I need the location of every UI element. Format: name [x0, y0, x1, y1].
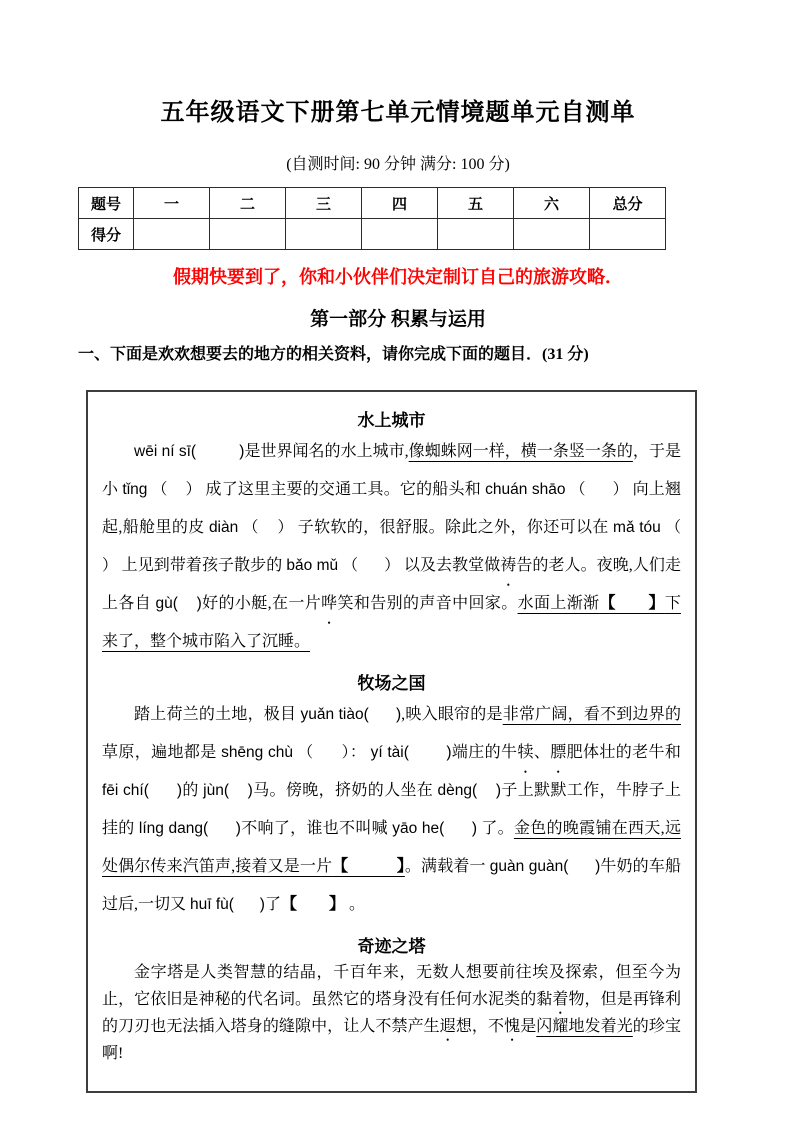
passage-box	[86, 390, 716, 1093]
passage-text: 以及去教堂做	[399, 557, 501, 574]
passage-text: 物，但是再锋利的刀刃也无法插入塔身的缝隙中，让人不禁产生	[102, 991, 681, 1035]
pinyin-fill-in-blank: guàn guàn( )	[489, 858, 601, 875]
score-table-empty-cell	[134, 219, 210, 250]
passage-text: 了。	[477, 820, 514, 837]
score-table-empty-cell	[514, 219, 590, 250]
passage-text: 子软软的，很舒服。除此之外，你还可以在	[293, 519, 614, 536]
passage-text: 膘	[550, 744, 567, 761]
pinyin-fill-in-blank: chuán shāo （ ）	[485, 481, 629, 498]
passage-text: 着	[552, 991, 569, 1008]
passage-text: 马。傍晚，挤奶的人坐在	[252, 782, 438, 799]
passage-text: 草原，遍地都是	[102, 744, 222, 761]
passage-text: 端庄的牛	[451, 744, 518, 761]
passage-text: 是世界闻名的水上城市,	[244, 443, 409, 460]
passage-text: 笑和告别的声音中回家。	[337, 595, 518, 612]
passage-title: 牧场之国	[357, 674, 426, 693]
passage-text: 肥体壮的老牛和	[566, 744, 685, 761]
scenario-intro-text: 假期快要到了，你和小伙伴们决定制订自己的旅游攻略．	[173, 267, 623, 287]
score-table-label-cell: 得分	[79, 219, 134, 250]
score-table-label-cell: 三	[286, 188, 362, 219]
score-table-empty-cell	[286, 219, 362, 250]
pinyin-fill-in-blank: fēi chí( )	[102, 782, 183, 799]
passage-text: 向上翘起,船舱里的皮	[102, 481, 681, 536]
pinyin-fill-in-blank: gù( )	[155, 595, 202, 612]
passage-title: 水上城市	[357, 411, 426, 430]
passage-text: 像蜘蛛网一样，横一条竖一条的	[408, 443, 633, 460]
passage-text: 犊	[517, 744, 534, 761]
score-table-label-cell: 总分	[590, 188, 666, 219]
passage-text: 了	[264, 896, 281, 913]
passage-text: 告的老人。夜晚,人们走上各自	[102, 557, 681, 612]
passage-text: 金字塔是人类智慧的结晶，千百年来，无数人想要前往埃及探索，但至今为止，它依旧是神秘的代名词。虽然它的塔身没有任何水泥类的黏	[102, 964, 681, 1008]
pinyin-fill-in-blank: bǎo mǔ （ ）	[286, 557, 400, 574]
score-table-label-cell: 二	[210, 188, 286, 219]
pinyin-fill-in-blank: dèng( )	[437, 782, 502, 799]
bracket-blank: 【 】	[599, 595, 665, 612]
passage-text: ，于是小	[102, 443, 681, 498]
pinyin-fill-in-blank: diàn （ ）	[208, 519, 294, 536]
passage-text: 闪耀地发着光	[536, 1018, 633, 1035]
passage-text: 金色的晚霞铺在西天,远处偶尔传来汽笛声,接着又是一片	[102, 820, 681, 875]
pinyin-fill-in-blank: shēng chù （ ）	[221, 744, 350, 761]
score-table-label-cell: 题号	[79, 188, 134, 219]
passage-text: 成了这里主要的交通工具。它的船头和	[201, 481, 486, 498]
passage-text: 祷	[500, 557, 517, 574]
passage-text: 愧	[504, 1018, 521, 1035]
passage-text: ,映入眼帘的是	[401, 706, 503, 723]
test-time-and-score-note: (自测时间: 90 分钟 满分: 100 分)	[286, 156, 510, 173]
passage-text: 是	[520, 1018, 537, 1035]
passage-text: 想，不	[455, 1018, 505, 1035]
score-table	[78, 187, 666, 250]
passage-text: 下来了，整个城市陷入了沉睡。	[102, 595, 681, 650]
score-table-label-cell: 六	[514, 188, 590, 219]
passage-text: 上见到带着孩子散步的	[117, 557, 287, 574]
pinyin-fill-in-blank: líng dang( )	[138, 820, 241, 837]
pinyin-fill-in-blank: mǎ tóu （ ）	[102, 519, 716, 574]
question-one-stem: 一、下面是欢欢想要去的地方的相关资料，请你完成下面的题目．(31 分)	[78, 346, 589, 363]
score-table-empty-cell	[438, 219, 514, 250]
bracket-blank: 【 】	[280, 896, 345, 913]
pinyin-fill-in-blank: tǐng （ ）	[122, 481, 202, 498]
passage-text: 水面上渐渐	[517, 595, 600, 612]
score-table-score-row	[79, 219, 666, 250]
passage-text: 遐	[439, 1018, 456, 1035]
passage-text: 哗	[321, 595, 338, 612]
score-table-label-cell: 一	[134, 188, 210, 219]
score-table-header-row	[79, 188, 666, 219]
pinyin-fill-in-blank: yāo he( )	[392, 820, 478, 837]
passage-paragraph	[102, 696, 685, 924]
passage-paragraph	[102, 433, 716, 661]
score-table-label-cell: 五	[438, 188, 514, 219]
passage-text: 不响了，谁也不叫喊	[240, 820, 393, 837]
passage-text: 牛奶的车船过后,一切又	[102, 858, 681, 913]
score-table-empty-cell	[362, 219, 438, 250]
passage-title: 奇迹之塔	[357, 937, 426, 956]
pinyin-fill-in-blank: wēi ní sī( )	[134, 443, 245, 460]
passage-text: 的	[182, 782, 204, 799]
passage-text: 子上默默工作，牛脖子上挂的	[102, 782, 681, 837]
pinyin-fill-in-blank: yuǎn tiào( )	[300, 706, 402, 723]
pinyin-fill-in-blank: yí tài( )	[370, 744, 452, 761]
page-title: 五年级语文下册第七单元情境题单元自测单	[160, 100, 636, 126]
passage-text: 好的小艇,在一片	[201, 595, 322, 612]
pinyin-fill-in-blank: jùn( )	[203, 782, 253, 799]
passage-text: ：	[349, 744, 371, 761]
passage-paragraph	[102, 959, 681, 1067]
passage-text: 。满载着一	[404, 858, 490, 875]
part-one-heading: 第一部分 积累与运用	[310, 309, 486, 330]
passage-text: 的珍宝啊!	[102, 1018, 681, 1062]
passage-text: 、	[533, 744, 551, 761]
bracket-blank: 【 】	[332, 858, 405, 875]
score-table-empty-cell	[210, 219, 286, 250]
passage-text: 踏上荷兰的土地，极目	[134, 706, 301, 723]
passage-text: 非常广阔，看不到边界的	[502, 706, 681, 723]
pinyin-fill-in-blank: huī fù( )	[190, 896, 265, 913]
passage-text: 。	[345, 896, 366, 913]
score-table-label-cell: 四	[362, 188, 438, 219]
score-table-empty-cell	[590, 219, 666, 250]
